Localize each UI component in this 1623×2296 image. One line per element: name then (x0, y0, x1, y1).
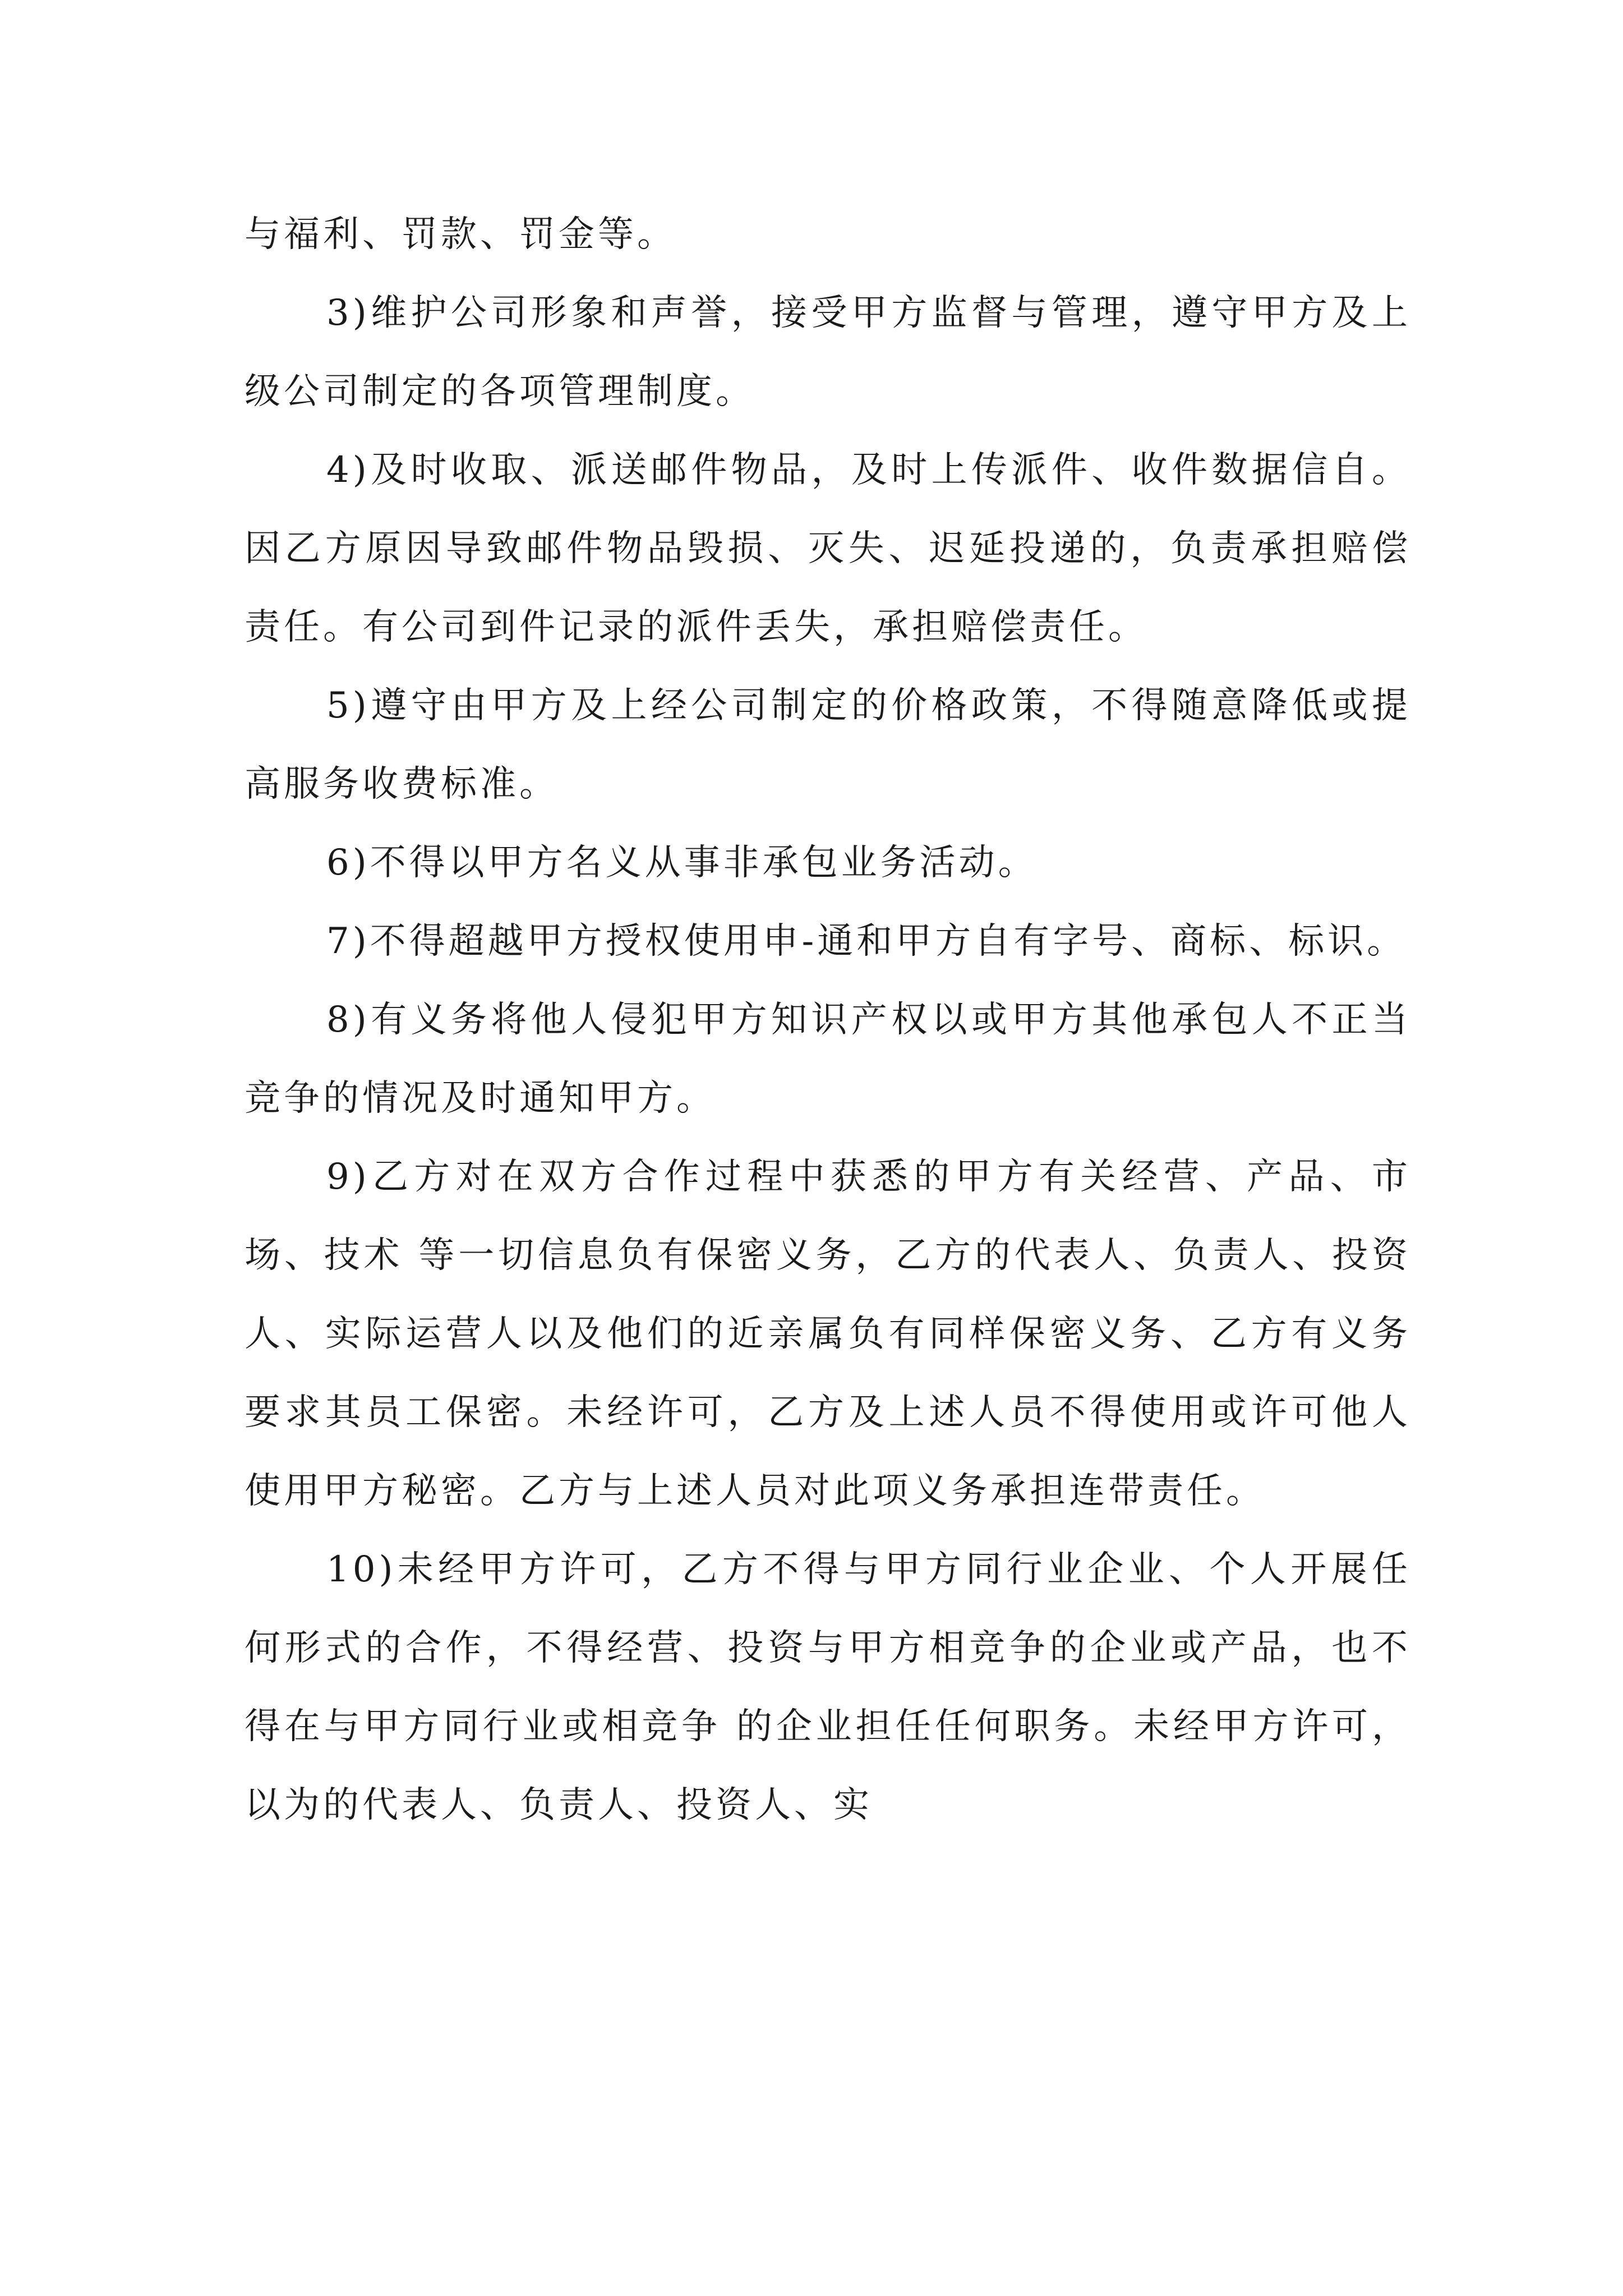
paragraph-item-4: 4)及时收取、派送邮件物品，及时上传派件、收件数据信自。因乙方原因导致邮件物品毁损、灭失、迟延投递的，负责承担赔偿责任。有公司到件记录的派件丢失，承担赔偿责任。 (245, 449, 1411, 648)
paragraph-item-9: 9)乙方对在双方合作过程中获悉的甲方有关经营、产品、市场、技术 等一切信息负有保密义务，乙方的代表人、负责人、投资人、实际运营人以及他们的近亲属负有同样保密义务、乙方有义务要求其员工保密。未经许可，乙方及上述人员不得使用或许可他人使用甲方秘密。乙方与上述人员对此项义务承担连带责任。 (245, 1156, 1411, 1512)
paragraph-item-8: 8)有义务将他人侵犯甲方知识产权以或甲方其他承包人不正当竞争的情况及时通知甲方。 (245, 999, 1411, 1119)
document-body (245, 195, 1411, 1844)
paragraph-continuation: 与福利、罚款、罚金等。 (245, 214, 676, 255)
paragraph-item-6: 6)不得以甲方名义从事非承包业务活动。 (326, 842, 1038, 884)
paragraph-item-10: 10)未经甲方许可，乙方不得与甲方同行业企业、个人开展任何形式的合作，不得经营、投资与甲方相竞争的企业或产品，也不得在与甲方同行业或相竞争 的企业担任任何职务。未经甲方许可，以为的代表人、负责人、投资人、实 (245, 1549, 1411, 1826)
paragraph-item-3: 3)维护公司形象和声誉，接受甲方监督与管理，遵守甲方及上级公司制定的各项管理制度。 (245, 292, 1411, 412)
paragraph-item-7: 7)不得超越甲方授权使用申-通和甲方自有字号、商标、标识。 (326, 921, 1407, 962)
paragraph-item-5: 5)遵守由甲方及上经公司制定的价格政策，不得随意降低或提高服务收费标准。 (245, 685, 1411, 805)
